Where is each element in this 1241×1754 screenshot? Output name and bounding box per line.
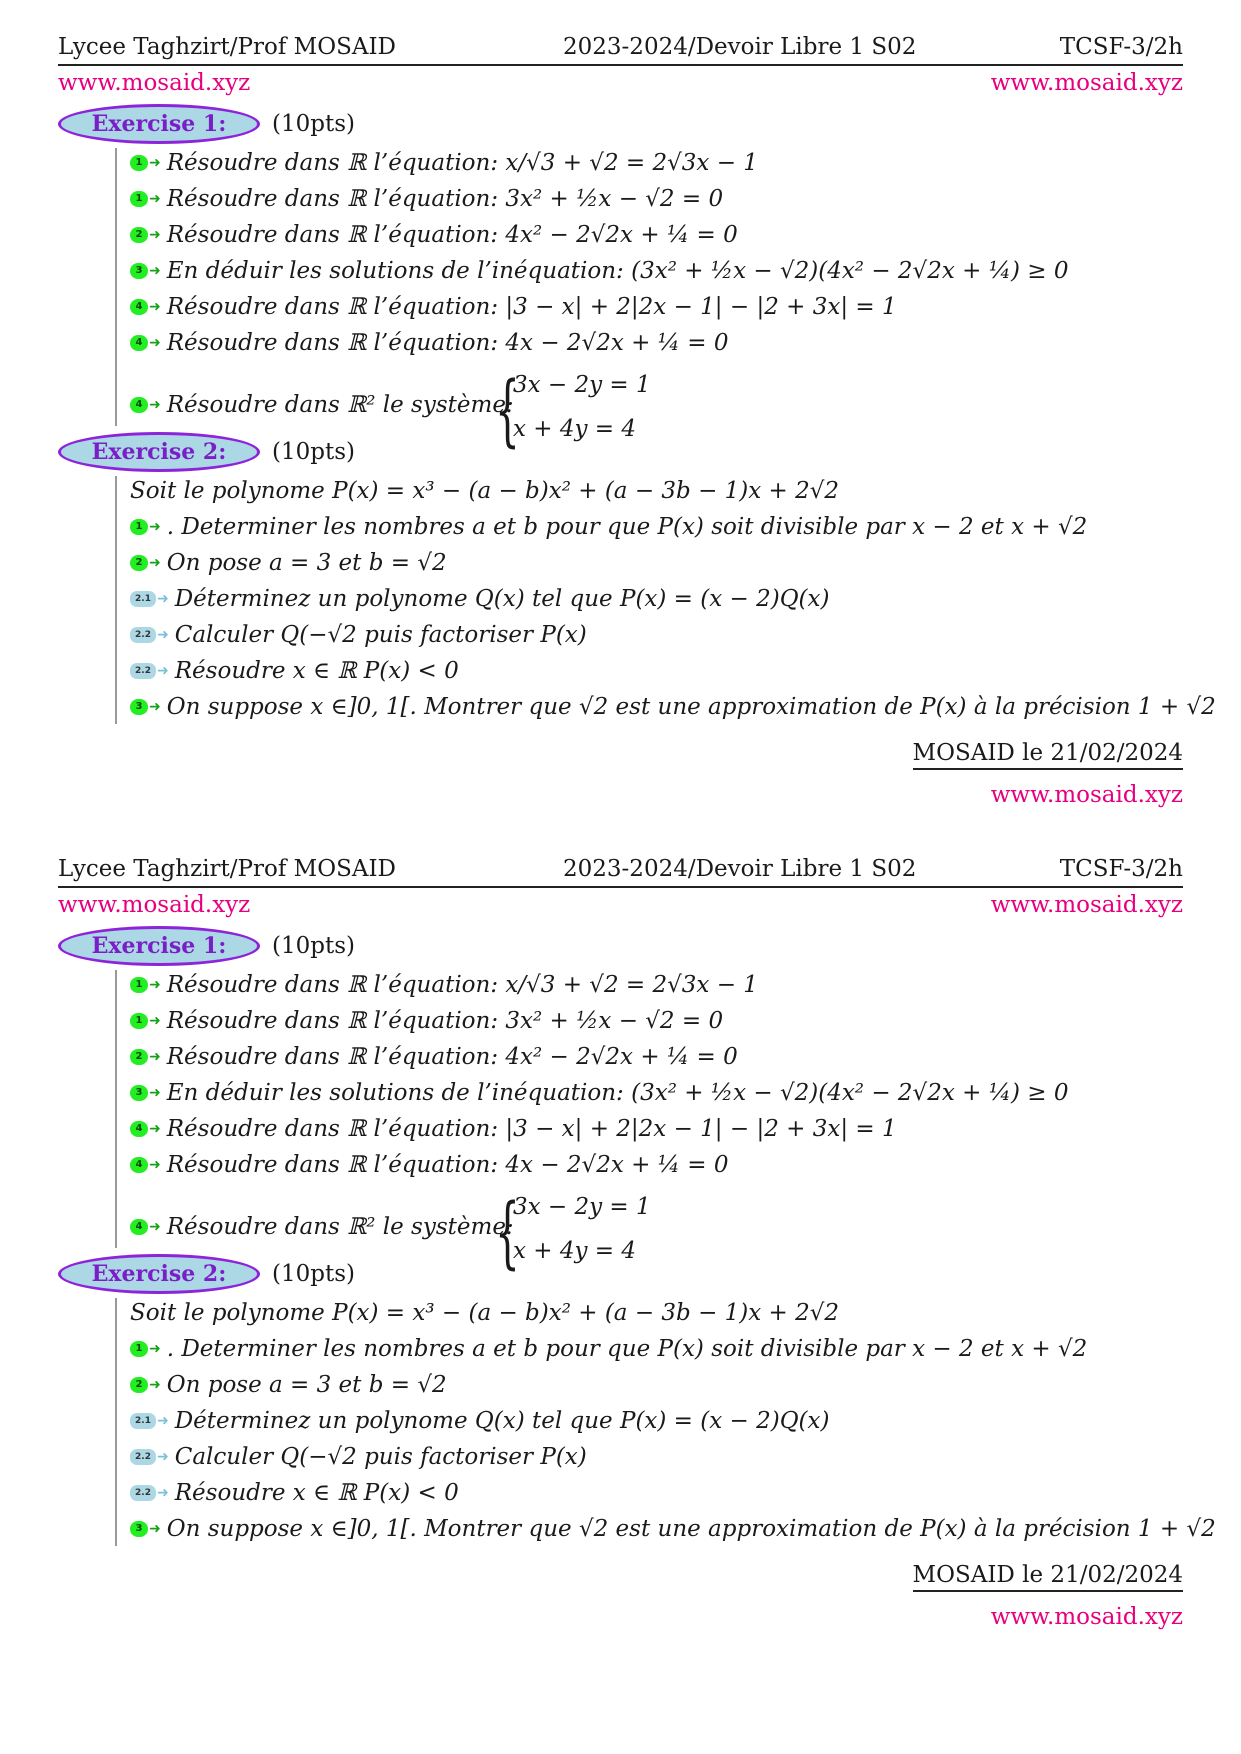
- badge-icon: 1 ➜: [130, 155, 161, 171]
- website-link-left[interactable]: www.mosaid.xyz: [58, 70, 251, 96]
- page-header: [58, 852, 1183, 888]
- exam-copy-2: Lycee Taghzirt/Prof MOSAID 2023-2024/Devoir Libre 1 S02 TCSF-3/2h www.mosaid.xyz www.mosaid.xyz Exercise 1: (10pts) 1 ➜ Résoudre dans ℝ l’équation: x/√3 + √2 = 2√3x − 1 1 ➜ Résoudre dans ℝ l’équation: 3x² + ½x − √2 = 0 2 ➜ Résoudre dans ℝ l’équation: 4x² − 2√2x + ¼ = 0 3 ➜ En déduir les solutions de l’inéquation: (3x² + ½x − √2)(4x² − 2√2x + ¼) ≥ 0 4 ➜ Résoudre dans ℝ l’équation: |3 − x| + 2|2x − 1| − |2 + 3x| = 1 4 ➜ Résoudre dans ℝ l’équation: 4x − 2√2x + ¼ = 0 4 ➜ Résoudre dans ℝ² le système: { 3x − 2y = 1 x + 4y = 4 Exercise 2: (10pts) Soit le polynome P(x) = x³ − (a − b)x² + (a − 3b − 1)x + 2√2 1 ➜ . Determiner les nombres a et b pour que P(x) soit divisible par x − 2 et x + √2 2 ➜ On pose a = 3 et b = √2 2.1 ➜ Déterminez un polynome Q(x) tel que P(x) = (x − 2)Q(x) 2.2 ➜ Calculer Q(−√2 puis factoriser P(x) 2.2 ➜ Résoudre x ∈ ℝ P(x) < 0 3 ➜ On suppose x ∈]0, 1[. Montrer que √2 est une approximation de P(x) à la précision 1 + √2 MOSAID le 21/02/2024 www.mosaid.xyz: [0, 822, 1241, 1642]
- badge-icon: 2.2 ➜: [130, 627, 169, 643]
- exercise-2-label: Exercise 2:: [58, 1254, 260, 1294]
- badge-icon: 4 ➜: [130, 1157, 161, 1173]
- brace-icon: {: [495, 366, 520, 456]
- ex2-item: 2 ➜ On pose a = 3 et b = √2: [130, 1372, 447, 1398]
- ex2-intro: Soit le polynome P(x) = x³ − (a − b)x² + (a − 3b − 1)x + 2√2: [130, 478, 840, 504]
- badge-icon: 3 ➜: [130, 263, 161, 279]
- exercise-2-points: (10pts): [272, 439, 355, 465]
- exercise-1-heading: [58, 926, 355, 966]
- exercise-2-label: Exercise 2:: [58, 432, 260, 472]
- badge-icon: 4 ➜: [130, 397, 161, 413]
- badge-icon: 2.1 ➜: [130, 591, 169, 607]
- website-link-right[interactable]: www.mosaid.xyz: [990, 892, 1183, 918]
- exercise-2-heading: [58, 1254, 355, 1294]
- ex2-subitem: 2.2 ➜ Résoudre x ∈ ℝ P(x) < 0: [130, 658, 459, 684]
- badge-icon: 2.1 ➜: [130, 1413, 169, 1429]
- ex1-item: 4 ➜ Résoudre dans ℝ l’équation: 4x − 2√2x + ¼ = 0: [130, 1152, 729, 1178]
- badge-icon: 1 ➜: [130, 1013, 161, 1029]
- ex2-subitem: 2.2 ➜ Résoudre x ∈ ℝ P(x) < 0: [130, 1480, 459, 1506]
- badge-icon: 3 ➜: [130, 699, 161, 715]
- badge-icon: 4 ➜: [130, 1219, 161, 1235]
- website-link-right[interactable]: www.mosaid.xyz: [990, 70, 1183, 96]
- exercise-1-points: (10pts): [272, 111, 355, 137]
- ex1-item: 4 ➜ Résoudre dans ℝ² le système:: [130, 1214, 514, 1240]
- exercise-1-label: Exercise 1:: [58, 926, 260, 966]
- exercise-2-heading: [58, 432, 355, 472]
- badge-icon: 2.2 ➜: [130, 1485, 169, 1501]
- exam-copy-1: Lycee Taghzirt/Prof MOSAID 2023-2024/Devoir Libre 1 S02 TCSF-3/2h www.mosaid.xyz www.mosaid.xyz Exercise 1: (10pts) 1 ➜ Résoudre dans ℝ l’équation: x/√3 + √2 = 2√3x − 1 1 ➜ Résoudre dans ℝ l’équation: 3x² + ½x − √2 = 0 2 ➜ Résoudre dans ℝ l’équation: 4x² − 2√2x + ¼ = 0 3 ➜ En déduir les solutions de l’inéquation: (3x² + ½x − √2)(4x² − 2√2x + ¼) ≥ 0 4 ➜ Résoudre dans ℝ l’équation: |3 − x| + 2|2x − 1| − |2 + 3x| = 1 4 ➜ Résoudre dans ℝ l’équation: 4x − 2√2x + ¼ = 0 4 ➜ Résoudre dans ℝ² le système: { 3x − 2y = 1 x + 4y = 4 Exercise 2: (10pts) Soit le polynome P(x) = x³ − (a − b)x² + (a − 3b − 1)x + 2√2 1 ➜ . Determiner les nombres a et b pour que P(x) soit divisible par x − 2 et x + √2 2 ➜ On pose a = 3 et b = √2 2.1 ➜ Déterminez un polynome Q(x) tel que P(x) = (x − 2)Q(x) 2.2 ➜ Calculer Q(−√2 puis factoriser P(x) 2.2 ➜ Résoudre x ∈ ℝ P(x) < 0 3 ➜ On suppose x ∈]0, 1[. Montrer que √2 est une approximation de P(x) à la précision 1 + √2 MOSAID le 21/02/2024 www.mosaid.xyz: [0, 0, 1241, 820]
- ex1-item: 4 ➜ Résoudre dans ℝ² le système:: [130, 392, 514, 418]
- badge-icon: 4 ➜: [130, 1121, 161, 1137]
- ex2-subitem: 2.2 ➜ Calculer Q(−√2 puis factoriser P(x): [130, 1444, 587, 1470]
- badge-icon: 2.2 ➜: [130, 663, 169, 679]
- ex1-item: 2 ➜ Résoudre dans ℝ l’équation: 4x² − 2√2x + ¼ = 0: [130, 222, 738, 248]
- exercise-1-heading: [58, 104, 355, 144]
- badge-icon: 1 ➜: [130, 1341, 161, 1357]
- badge-icon: 2 ➜: [130, 1377, 161, 1393]
- ex2-item: 1 ➜ . Determiner les nombres a et b pour que P(x) soit divisible par x − 2 et x + √2: [130, 1336, 1087, 1362]
- badge-icon: 1 ➜: [130, 519, 161, 535]
- ex1-item: 4 ➜ Résoudre dans ℝ l’équation: 4x − 2√2x + ¼ = 0: [130, 330, 729, 356]
- ex2-item: 1 ➜ . Determiner les nombres a et b pour que P(x) soit divisible par x − 2 et x + √2: [130, 514, 1087, 540]
- ex1-item: 1 ➜ Résoudre dans ℝ l’équation: x/√3 + √2 = 2√3x − 1: [130, 972, 758, 998]
- badge-icon: 2 ➜: [130, 227, 161, 243]
- ex1-item: 3 ➜ En déduir les solutions de l’inéquation: (3x² + ½x − √2)(4x² − 2√2x + ¼) ≥ 0: [130, 1080, 1069, 1106]
- exercise-2-bar: [115, 1298, 117, 1546]
- header-class: TCSF-3/2h: [1059, 34, 1183, 60]
- ex2-intro: Soit le polynome P(x) = x³ − (a − b)x² + (a − 3b − 1)x + 2√2: [130, 1300, 840, 1326]
- header-title: 2023-2024/Devoir Libre 1 S02: [563, 856, 917, 882]
- brace-icon: {: [495, 1188, 520, 1278]
- ex1-item: 1 ➜ Résoudre dans ℝ l’équation: 3x² + ½x − √2 = 0: [130, 1008, 723, 1034]
- badge-icon: 2.2 ➜: [130, 1449, 169, 1465]
- badge-icon: 4 ➜: [130, 335, 161, 351]
- footer-website-link[interactable]: www.mosaid.xyz: [990, 1604, 1183, 1630]
- ex1-item: 1 ➜ Résoudre dans ℝ l’équation: 3x² + ½x − √2 = 0: [130, 186, 723, 212]
- ex1-item: 3 ➜ En déduir les solutions de l’inéquation: (3x² + ½x − √2)(4x² − 2√2x + ¼) ≥ 0: [130, 258, 1069, 284]
- ex1-item: 1 ➜ Résoudre dans ℝ l’équation: x/√3 + √2 = 2√3x − 1: [130, 150, 758, 176]
- badge-icon: 2 ➜: [130, 555, 161, 571]
- ex2-subitem: 2.2 ➜ Calculer Q(−√2 puis factoriser P(x): [130, 622, 587, 648]
- ex1-item: 2 ➜ Résoudre dans ℝ l’équation: 4x² − 2√2x + ¼ = 0: [130, 1044, 738, 1070]
- badge-icon: 2 ➜: [130, 1049, 161, 1065]
- exercise-2-bar: [115, 476, 117, 724]
- exercise-1-bar: [115, 148, 117, 426]
- badge-icon: 3 ➜: [130, 1085, 161, 1101]
- header-title: 2023-2024/Devoir Libre 1 S02: [563, 34, 917, 60]
- signature: MOSAID le 21/02/2024: [913, 740, 1183, 770]
- ex2-item: 2 ➜ On pose a = 3 et b = √2: [130, 550, 447, 576]
- badge-icon: 4 ➜: [130, 299, 161, 315]
- ex1-item: 4 ➜ Résoudre dans ℝ l’équation: |3 − x| + 2|2x − 1| − |2 + 3x| = 1: [130, 294, 897, 320]
- header-school: Lycee Taghzirt/Prof MOSAID: [58, 34, 396, 60]
- exercise-1-bar: [115, 970, 117, 1248]
- ex1-item: 4 ➜ Résoudre dans ℝ l’équation: |3 − x| + 2|2x − 1| − |2 + 3x| = 1: [130, 1116, 897, 1142]
- exercise-1-label: Exercise 1:: [58, 104, 260, 144]
- ex2-item: 3 ➜ On suppose x ∈]0, 1[. Montrer que √2 est une approximation de P(x) à la précision 1 + √2: [130, 1516, 1216, 1542]
- website-link-left[interactable]: www.mosaid.xyz: [58, 892, 251, 918]
- ex2-subitem: 2.1 ➜ Déterminez un polynome Q(x) tel que P(x) = (x − 2)Q(x): [130, 586, 829, 612]
- header-school: Lycee Taghzirt/Prof MOSAID: [58, 856, 396, 882]
- badge-icon: 3 ➜: [130, 1521, 161, 1537]
- page-header: [58, 30, 1183, 66]
- badge-icon: 1 ➜: [130, 191, 161, 207]
- ex2-item: 3 ➜ On suppose x ∈]0, 1[. Montrer que √2 est une approximation de P(x) à la précision 1 + √2: [130, 694, 1216, 720]
- header-class: TCSF-3/2h: [1059, 856, 1183, 882]
- signature: MOSAID le 21/02/2024: [913, 1562, 1183, 1592]
- exercise-2-points: (10pts): [272, 1261, 355, 1287]
- ex2-subitem: 2.1 ➜ Déterminez un polynome Q(x) tel que P(x) = (x − 2)Q(x): [130, 1408, 829, 1434]
- badge-icon: 1 ➜: [130, 977, 161, 993]
- footer-website-link[interactable]: www.mosaid.xyz: [990, 782, 1183, 808]
- exercise-1-points: (10pts): [272, 933, 355, 959]
